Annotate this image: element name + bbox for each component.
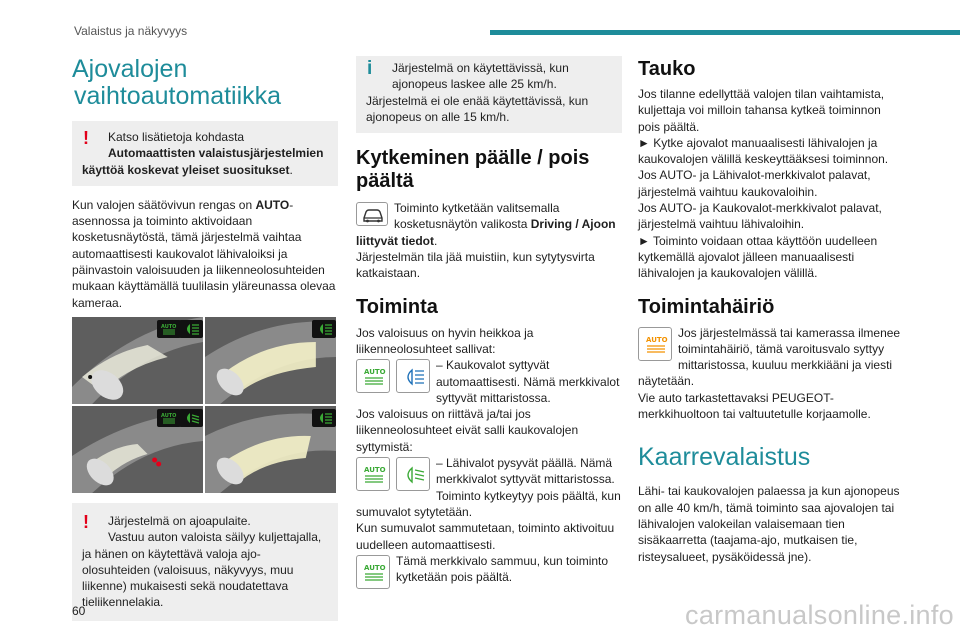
illustration-2: [205, 317, 336, 404]
onoff-end: .: [434, 233, 438, 248]
car-menu-icon: [356, 202, 388, 226]
svg-text:AUTO: AUTO: [364, 563, 386, 572]
onoff-text-a: Toiminto kytketään valitsemalla kosketusnäytön valikosta: [394, 201, 560, 232]
svg-text:AUTO: AUTO: [364, 368, 386, 377]
high-beam-tag-icon-4: [312, 409, 336, 427]
low-beam-tag-icon: [179, 409, 203, 427]
toiminta-high-beam-row: [356, 357, 622, 406]
warning-box-2: [72, 503, 338, 621]
warn1-end: .: [289, 162, 293, 177]
tauko-p5: ► Toiminto voidaan ottaa käyttöön uudelleen kytkemällä ajovalot jälleen manuaalisesti lähivalojen ja kaukovalojen välillä.: [638, 233, 878, 281]
high-beam-tag-icon: [179, 320, 203, 338]
toiminta-p2: – Kaukovalot syttyvät automaattisesti. Nämä merkkivalot syttyvät mittaristossa.: [436, 358, 620, 405]
heading-kytkeminen: Kytkeminen päälle / pois päältä: [356, 147, 590, 193]
page-number: 60: [72, 604, 86, 618]
toiminta-low-beam-row: [356, 455, 622, 488]
toiminta-off-row: [356, 553, 622, 589]
tauko-p2: ► Kytke ajovalot manuaalisesti lähivalojen ja kaukovalojen välillä keskeyttääksesi toiminnon.: [638, 135, 889, 167]
watermark: carmanualsonline.info: [685, 600, 954, 630]
info-box: [356, 56, 622, 133]
auto-fault-orange-icon: [638, 327, 672, 361]
toiminta-p3: Jos valoisuus on riittävä ja/tai jos liikenneolosuhteet eivät salli kaukovalojen syttymistä:: [356, 407, 579, 454]
toiminta-p5: Toiminto kytkeytyy pois päältä, kun sumuvalot sytytetään.: [356, 488, 621, 519]
intro-b: -asennossa ja toiminto aktivoidaan kosketusnäytöstä, tämä järjestelmä vaihtaa automaattisesti kaukovalot lähivaloiksi ja päinvastoin valoisuuden ja liikenneolosuhteiden mukaan käyttämällä tuulilasin yläreunassa olevaa kameraa.: [72, 197, 336, 310]
high-beam-blue-icon: [396, 359, 430, 393]
onoff-text-b: Järjestelmän tila jää muistiin, kun sytytysvirta katkaistaan.: [356, 250, 595, 281]
heading-toiminta: Toiminta: [356, 295, 438, 318]
illustration-4: [205, 406, 336, 493]
heading-kaarrevalaistus: Kaarrevalaistus: [638, 443, 811, 472]
tauko-p4: Jos AUTO- ja Kaukovalot-merkkivalot palavat, järjestelmä vaihtuu lähivaloihin.: [638, 201, 882, 232]
svg-text:AUTO: AUTO: [364, 466, 386, 475]
info-i-icon: i: [367, 58, 373, 79]
intro-paragraph: [72, 197, 338, 311]
heading-toimintahairio: Toimintahäiriö: [638, 295, 775, 318]
info-rest: Järjestelmä ei ole enää käytettävissä, kun ajonopeus on alle 15 km/h.: [366, 93, 589, 124]
svg-text:AUTO: AUTO: [646, 335, 668, 344]
illustration-3: [72, 406, 203, 493]
section-header: Valaistus ja näkyvyys: [74, 24, 188, 38]
warning-exclamation-icon-2: !: [83, 511, 89, 532]
illustration-1: [72, 317, 203, 404]
svg-text:AUTO: AUTO: [161, 323, 177, 330]
toiminta-p1: Jos valoisuus on hyvin heikkoa ja liikenneolosuhteet sallivat:: [356, 325, 534, 356]
column-2: [356, 56, 622, 589]
onoff-block: [356, 200, 622, 281]
warn2-rest: Vastuu auton valoista säilyy kuljettajalla, ja hänen on käytettävä valoja ajo-olosuhteiden (valoisuus, näkyvyys, muu liikenne) mukaisesti sekä noudatettava tieliikennelakia.: [82, 530, 322, 610]
fault-block: [638, 325, 904, 423]
auto-indicator-off-icon: [356, 555, 390, 589]
toiminta-p4: – Lähivalot pysyvät päällä. Nämä merkkivalot syttyvät mittaristossa.: [436, 456, 615, 487]
tauko-p3: Jos AUTO- ja Lähivalot-merkkivalot palavat, järjestelmä vaihtuu kaukovaloihin.: [638, 168, 871, 199]
fault-text-b: Vie auto tarkastettavaksi PEUGEOT-merkkihuoltoon tai valtuutetulle korjaamolle.: [638, 390, 871, 422]
fault-text-a: Jos järjestelmässä tai kamerassa ilmenee toimintahäiriö, tämä varoitusvalo syttyy mittaristossa, kuuluu merkkiääni ja viesti näytetään.: [638, 325, 901, 389]
low-beam-green-icon: [396, 457, 430, 491]
auto-high-beam-green-icon: [356, 359, 390, 393]
warn1-bold-link[interactable]: Automaattisten valaistusjärjestelmien käyttöä koskevat yleiset suositukset: [82, 146, 324, 177]
auto-tag-icon-3: [157, 409, 181, 427]
high-beam-tag-icon-2: [312, 320, 336, 338]
kaarre-text: Lähi- tai kaukovalojen palaessa ja kun ajonopeus on alle 40 km/h, tämä toiminto saa ajovalojen tai lähivalojen valokeilan valaisemaan tien sisäkaarretta (taajama-ajo, mutkaisen tie, risteysalueet, pysäköidessä jne).: [638, 484, 900, 564]
warn2-line1: Järjestelmä on ajoapulaite.: [108, 513, 251, 528]
column-3: [638, 56, 904, 565]
toiminta-p6: Kun sumuvalot sammutetaan, toiminto aktivoituu uudelleen automaattisesti.: [356, 521, 615, 552]
intro-auto: AUTO: [255, 197, 290, 212]
info-line1: Järjestelmä on käytettävissä, kun ajonopeus laskee alle 25 km/h.: [392, 61, 569, 92]
heading-tauko: Tauko: [638, 58, 696, 80]
title-line-1: Ajovalojen: [72, 55, 188, 83]
header-accent-bar: [490, 30, 960, 35]
warn1-text: Katso lisätietoja kohdasta: [108, 130, 245, 144]
intro-a: Kun valojen säätövivun rengas on: [72, 197, 256, 212]
headlight-illustration-grid: [72, 317, 336, 493]
section-title-ajovalojen: [72, 56, 338, 110]
auto-tag-icon: [157, 320, 181, 338]
auto-low-beam-green-icon: [356, 457, 390, 491]
column-1: [72, 56, 338, 621]
title-line-2: vaihtoautomatiikka: [74, 82, 282, 110]
tauko-p1: Jos tilanne edellyttää valojen tilan vaihtamista, kuljettaja voi milloin tahansa kytkeä toiminnon pois päältä.: [638, 87, 885, 134]
svg-text:AUTO: AUTO: [161, 412, 177, 419]
warning-box-1: [72, 121, 338, 186]
warning-exclamation-icon: !: [83, 128, 89, 148]
toiminta-p7: Tämä merkkivalo sammuu, kun toiminto kytketään pois päältä.: [396, 553, 609, 585]
onoff-menu-name: Driving / Ajoon liittyvät tiedot: [356, 217, 616, 248]
